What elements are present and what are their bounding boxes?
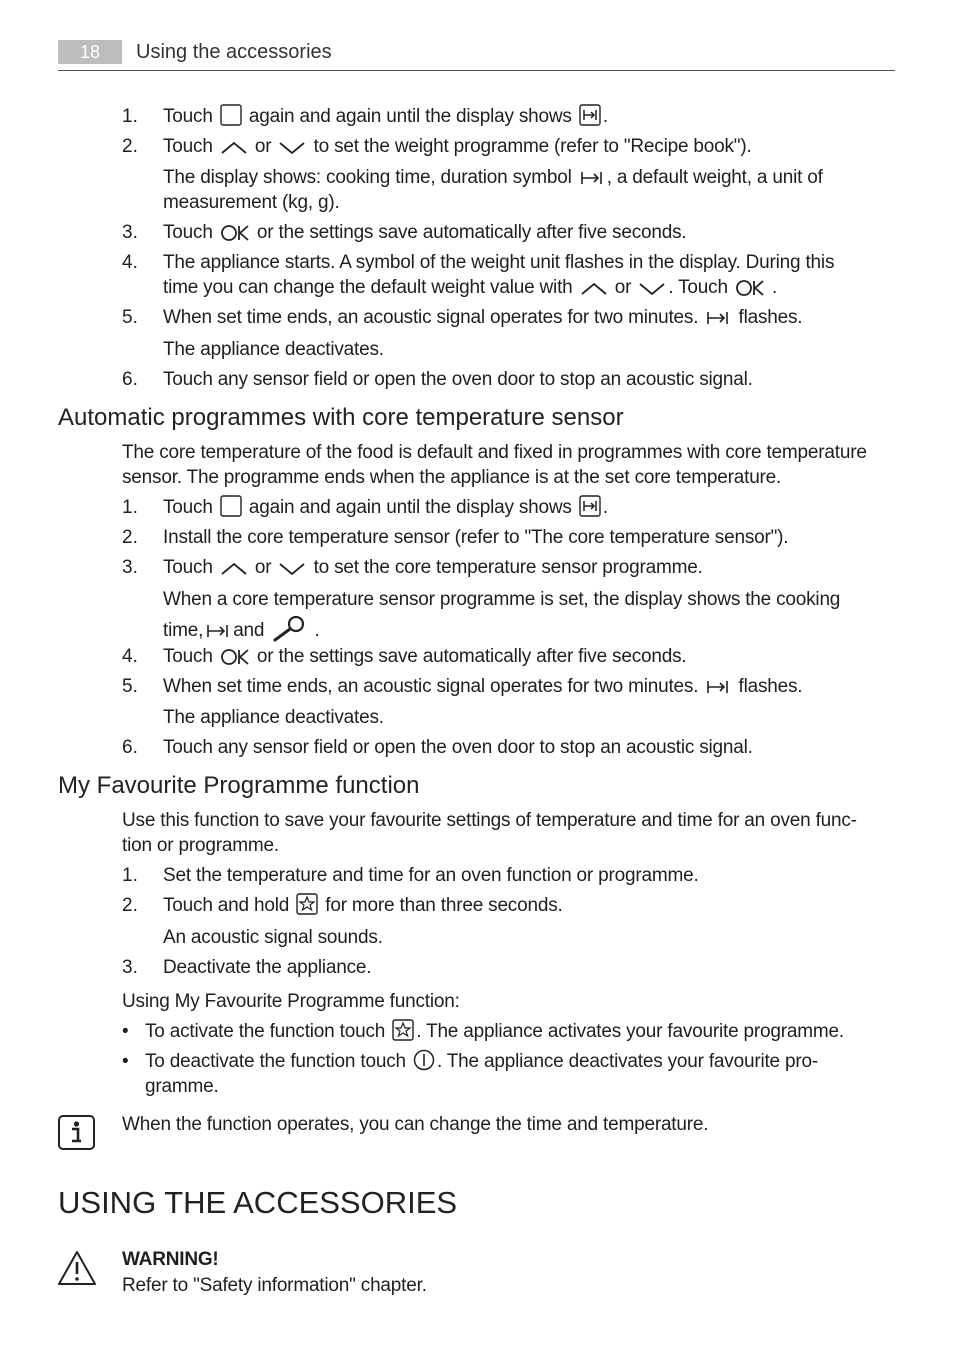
section-heading: Automatic programmes with core temperature sensor bbox=[58, 404, 624, 431]
on-off-icon bbox=[413, 1049, 435, 1071]
subheading: Using My Favourite Programme function: bbox=[122, 991, 460, 1012]
duration-icon bbox=[705, 678, 731, 696]
down-arrow-icon bbox=[638, 281, 666, 297]
warning-icon bbox=[57, 1250, 97, 1291]
step-text: Touch and hold for more than three seconds. bbox=[163, 895, 563, 916]
step-number: 2. bbox=[122, 136, 138, 157]
step-number: 5. bbox=[122, 307, 138, 328]
up-arrow-icon bbox=[580, 281, 608, 297]
header-rule bbox=[58, 70, 895, 71]
square-key-icon bbox=[220, 104, 242, 126]
duration-icon bbox=[579, 104, 601, 126]
duration-icon bbox=[579, 495, 601, 517]
step-text: Touch again and again until the display shows . bbox=[163, 497, 608, 518]
step-text: Touch any sensor field or open the oven door to stop an acoustic signal. bbox=[163, 737, 753, 758]
step-text: The appliance starts. A symbol of the weight unit flashes in the display. During this bbox=[163, 252, 835, 273]
step-number: 1. bbox=[122, 865, 138, 886]
step-number: 2. bbox=[122, 895, 138, 916]
info-icon bbox=[58, 1115, 96, 1156]
duration-icon bbox=[205, 622, 231, 640]
header-title: Using the accessories bbox=[136, 41, 332, 63]
paragraph: tion or programme. bbox=[122, 835, 279, 856]
step-text: Touch or the settings save automatically after five seconds. bbox=[163, 222, 687, 243]
duration-icon bbox=[705, 309, 731, 327]
step-number: 4. bbox=[122, 252, 138, 273]
step-text: Deactivate the appliance. bbox=[163, 957, 372, 978]
chapter-heading: USING THE ACCESSORIES bbox=[58, 1185, 458, 1220]
section-heading: My Favourite Programme function bbox=[58, 772, 420, 799]
ok-icon bbox=[220, 648, 250, 666]
step-text: Touch or the settings save automatically after five seconds. bbox=[163, 646, 687, 667]
warning-title: WARNING! bbox=[122, 1249, 219, 1270]
step-number: 1. bbox=[122, 497, 138, 518]
step-text: When set time ends, an acoustic signal operates for two minutes. flashes. bbox=[163, 307, 803, 328]
ok-icon bbox=[220, 224, 250, 242]
step-number: 6. bbox=[122, 737, 138, 758]
bullet-text: gramme. bbox=[145, 1076, 219, 1097]
bullet-text: To deactivate the function touch . The appliance deactivates your favourite pro- bbox=[145, 1051, 818, 1072]
ok-icon bbox=[735, 279, 765, 297]
core-sensor-icon bbox=[271, 614, 307, 642]
step-text: time you can change the default weight value with or . Touch . bbox=[163, 277, 778, 298]
page-number: 18 bbox=[58, 40, 122, 64]
up-arrow-icon bbox=[220, 561, 248, 577]
step-note: The appliance deactivates. bbox=[163, 339, 384, 360]
step-number: 3. bbox=[122, 222, 138, 243]
step-note: measurement (kg, g). bbox=[163, 192, 340, 213]
step-number: 3. bbox=[122, 557, 138, 578]
favourite-star-icon bbox=[392, 1019, 414, 1041]
down-arrow-icon bbox=[278, 140, 306, 156]
up-arrow-icon bbox=[220, 140, 248, 156]
duration-icon bbox=[579, 169, 605, 187]
bullet-marker: • bbox=[122, 1021, 129, 1042]
step-number: 1. bbox=[122, 106, 138, 127]
step-text: Install the core temperature sensor (refer to "The core temperature sensor"). bbox=[163, 527, 789, 548]
warning-text: Refer to "Safety information" chapter. bbox=[122, 1275, 427, 1296]
down-arrow-icon bbox=[278, 561, 306, 577]
step-note: The appliance deactivates. bbox=[163, 707, 384, 728]
step-number: 3. bbox=[122, 957, 138, 978]
paragraph: Use this function to save your favourite settings of temperature and time for an oven func- bbox=[122, 810, 857, 831]
paragraph: The core temperature of the food is default and fixed in programmes with core temperature bbox=[122, 442, 867, 463]
paragraph: sensor. The programme ends when the appliance is at the set core temperature. bbox=[122, 467, 782, 488]
step-number: 4. bbox=[122, 646, 138, 667]
step-text: Set the temperature and time for an oven function or programme. bbox=[163, 865, 699, 886]
bullet-marker: • bbox=[122, 1051, 129, 1072]
step-text: Touch or to set the weight programme (refer to "Recipe book"). bbox=[163, 136, 752, 157]
bullet-text: To activate the function touch . The appliance activates your favourite programme. bbox=[145, 1021, 844, 1042]
step-note: time, and . bbox=[163, 614, 320, 643]
step-text: Touch or to set the core temperature sensor programme. bbox=[163, 557, 703, 578]
info-text: When the function operates, you can change the time and temperature. bbox=[122, 1114, 709, 1135]
step-note: When a core temperature sensor programme is set, the display shows the cooking bbox=[163, 589, 841, 610]
step-text: Touch again and again until the display shows . bbox=[163, 106, 608, 127]
square-key-icon bbox=[220, 495, 242, 517]
step-number: 5. bbox=[122, 676, 138, 697]
step-text: When set time ends, an acoustic signal operates for two minutes. flashes. bbox=[163, 676, 803, 697]
step-number: 2. bbox=[122, 527, 138, 548]
favourite-star-icon bbox=[296, 893, 318, 915]
step-note: An acoustic signal sounds. bbox=[163, 927, 383, 948]
step-text: Touch any sensor field or open the oven door to stop an acoustic signal. bbox=[163, 369, 753, 390]
step-number: 6. bbox=[122, 369, 138, 390]
step-note: The display shows: cooking time, duration symbol , a default weight, a unit of bbox=[163, 167, 823, 188]
